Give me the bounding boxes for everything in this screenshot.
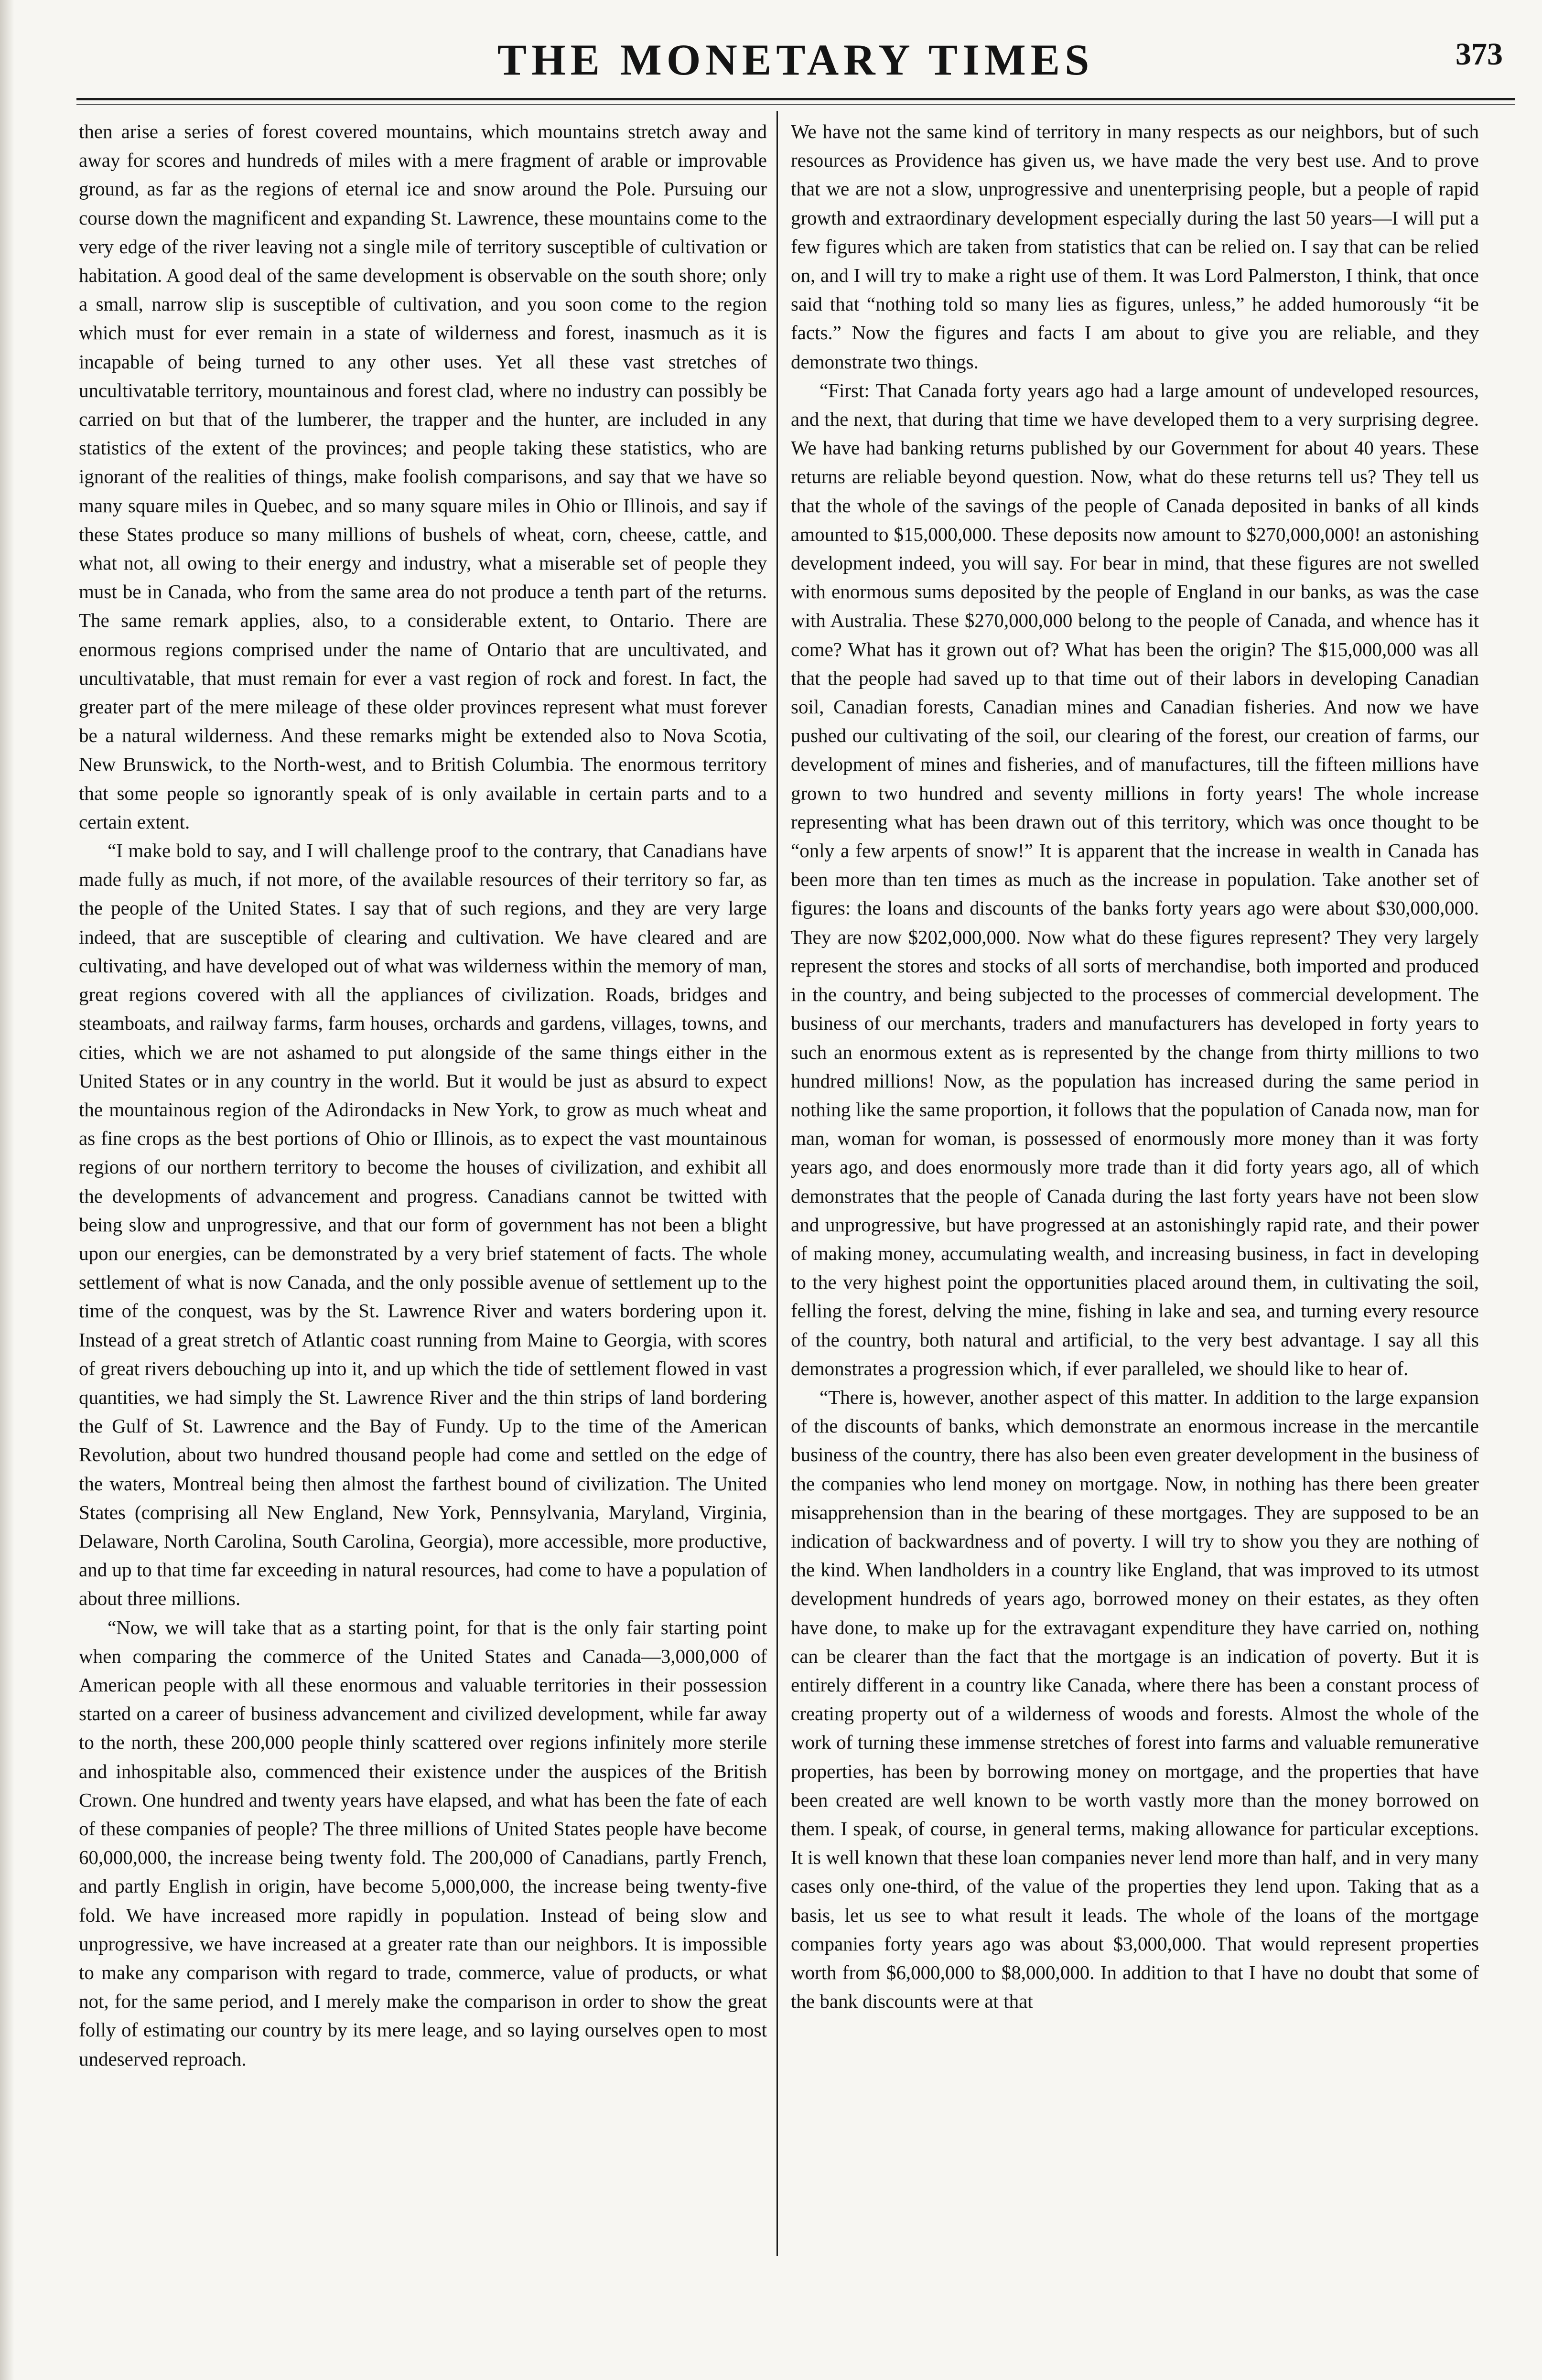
right-paragraph-2: “First: That Canada forty years ago had a large amount of undeveloped resources, and the next, that during that time we have developed them to a very surprising degree. We have had banking returns published by our Government for about 40 years. These returns are reliable beyond question. Now, what do these returns tell us? They tell us that the whole of the savings of the people of Canada deposited in banks of all kinds amounted to $15,000,000. These deposits now amount to $270,000,000! an astonishing development indeed, you will say. For bear in mind, that these figures are not swelled with enormous sums deposited by the people of England in our banks, as was the case with Australia. These $270,000,000 belong to the people of Canada, and whence has it come? What has it grown out of? What has been the origin? The $15,000,000 was all that the people had saved up to that time out of their labors in developing Canadian soil, Canadian forests, Canadian mines and Canadian fisheries. And now we have pushed our cultivating of the soil, our clearing of the forest, our creation of farms, our development of mines and fisheries, and of manufactures, till the fifteen millions have grown to two hundred and seventy millions in forty years! The whole increase representing what has been drawn out of this territory, which was once thought to be “only a few arpents of snow!” It is apparent that the increase in wealth in Canada has been more than ten times as much as the increase in population. Take another set of figures: the loans and discounts of the banks forty years ago were about $30,000,000. They are now $202,000,000. Now what do these figures represent? They very largely represent the stores and stocks of all sorts of merchandise, both imported and produced in the country, and being subjected to the processes of commercial development. The business of our merchants, traders and manufacturers has developed in forty years to such an enormous extent as is represented by the change from thirty millions to two hundred millions! Now, as the population has increased during the same period in nothing like the same proportion, it follows that the population of Canada now, man for man, woman for woman, is possessed of enormously more money than it was forty years ago, and does enormously more trade than it did forty years ago, all of which demonstrates that the people of Canada during the last forty years have not been slow and unprogressive, but have progressed at an astonishingly rapid rate, and their power of making money, accumulating wealth, and increasing business, in fact in developing to the very highest point the opportunities placed around them, in cultivating the soil, felling the forest, delving the mine, fishing in lake and sea, and turning every resource of the country, both natural and artificial, to the very best advantage. I say all this demonstrates a progression which, if ever paralleled, we should like to hear of. <box>791 379 1479 1379</box>
right-paragraph-1: We have not the same kind of territory in many respects as our neighbors, but of such resources as Providence has given us, we have made the very best use. And to prove that we are not a slow, unprogressive and unenterprising people, but a people of rapid growth and extraordinary development especially during the last 50 years—I will put a few figures which are taken from statistics that can be relied on. I say that can be relied on, and I will try to make a right use of them. It was Lord Palmerston, I think, that once said that “nothing told so many lies as figures, unless,” he added humorously “it be facts.” Now the figures and facts I am about to give you are reliable, and they demonstrate two things. <box>791 120 1479 373</box>
left-paragraph-1: then arise a series of forest covered mountains, which mountains stretch away and away for scores and hundreds of miles with a mere fragment of arable or improvable ground, as far as the regions of eternal ice and snow around the Pole. Pursuing our course down the magnificent and expanding St. Lawrence, these mountains come to the very edge of the river leaving not a single mile of territory susceptible of cultivation or habitation. A good deal of the same development is observable on the south shore; only a small, narrow slip is susceptible of cultivation, and you soon come to the region which must for ever remain in a state of wilderness and forest, inasmuch as it is incapable of being turned to any other uses. Yet all these vast stretches of uncultivatable territory, mountainous and forest clad, where no industry can possibly be carried on but that of the lumberer, the trapper and the hunter, are included in any statistics of the extent of the provinces; and people taking these statistics, who are ignorant of the realities of things, make foolish comparisons, and say that we have so many square miles in Quebec, and so many square miles in Ohio or Illinois, and say if these States produce so many millions of bushels of wheat, corn, cheese, cattle, and what not, all owing to their energy and industry, what a miserable set of people they must be in Canada, who from the same area do not produce a tenth part of the returns. The same remark applies, also, to a considerable extent, to Ontario. There are enormous regions comprised under the name of Ontario that are uncultivated, and uncultivatable, that must remain for ever a vast region of rock and forest. In fact, the greater part of the mere mileage of these older provinces represent what must forever be a natural wilderness. And these remarks might be extended also to Nova Scotia, New Brunswick, to the North-west, and to British Columbia. The enormous territory that some people so ignorantly speak of is only available in certain parts and to a certain extent. <box>79 120 767 833</box>
left-paragraph-2: “I make bold to say, and I will challenge proof to the contrary, that Canadians have made fully as much, if not more, of the available resources of their territory so far, as the people of the United States. I say that of such regions, and they are very large indeed, that are susceptible of clearing and cultivation. We have cleared and are cultivating, and have developed out of what was wilderness within the memory of man, great regions covered with all the appliances of civilization. Roads, bridges and steamboats, and railway farms, farm houses, orchards and gardens, villages, towns, and cities, which we are not ashamed to put alongside of the same things either in the United States or in any country in the world. But it would be just as absurd to expect the mountainous region of the Adirondacks in New York, to grow as much wheat and as fine crops as the best portions of Ohio or Illinois, as to expect the vast mountainous regions of our northern territory to become the houses of civilization, and exhibit all the developments of advancement and progress. Canadians cannot be twitted with being slow and unprogressive, and that our form of government has not been a blight upon our energies, can be demonstrated by a very brief statement of facts. The whole settlement of what is now Canada, and the only possible avenue of settlement up to the time of the conquest, was by the St. Lawrence River and waters bordering upon it. Instead of a great stretch of Atlantic coast running from Maine to Georgia, with scores of great rivers debouching up into it, and up which the tide of settlement flowed in vast quantities, we had simply the St. Lawrence River and the thin strips of land bordering the Gulf of St. Lawrence and the Bay of Fundy. Up to the time of the American Revolution, about two hundred thousand people had come and settled on the edge of the waters, Montreal being then almost the farthest bound of civilization. The United States (comprising all New England, New York, Pennsylvania, Maryland, Virginia, Delaware, North Carolina, South Carolina, Georgia), more accessible, more productive, and up to that time far exceeding in natural resources, had come to have a population of about three millions. <box>79 840 767 1610</box>
left-paragraph-3: “Now, we will take that as a starting point, for that is the only fair starting point when comparing the commerce of the United States and Canada—3,000,000 of American people with all these enormous and valuable territories in their possession started on a career of business advancement and civilized development, while far away to the north, these 200,000 people thinly scattered over regions infinitely more sterile and inhospitable also, commenced their existence under the auspices of the British Crown. One hundred and twenty years have elapsed, and what has been the fate of each of these companies of people? The three millions of United States people have become 60,000,000, the increase being twenty fold. The 200,000 of Canadians, partly French, and partly English in origin, have become 5,000,000, the increase being twenty-five fold. We have increased more rapidly in population. Instead of being slow and unprogressive, we have increased at a greater rate than our neighbors. It is impossible to make any comparison with regard to trade, commerce, value of products, or what not, for the same period, and I merely make the comparison in order to show the great folly of estimating our country by its mere leage, and so laying ourselves open to most undeserved reproach. <box>79 1616 767 2070</box>
left-column <box>79 117 767 2073</box>
page-number: 373 <box>1456 37 1503 72</box>
right-column <box>791 117 1479 2015</box>
masthead-title: THE MONETARY TIMES <box>497 35 1094 84</box>
column-divider <box>776 111 778 2256</box>
scan-edge-shadow <box>0 0 14 2380</box>
page-header <box>76 29 1515 91</box>
header-rule-thin <box>76 104 1515 105</box>
header-rule <box>76 98 1515 100</box>
right-paragraph-3: “There is, however, another aspect of this matter. In addition to the large expansion of the discounts of banks, which demonstrate an enormous increase in the mercantile business of the country, there has also been even greater development in the business of the companies who lend money on mortgage. Now, in nothing has there been greater misapprehension than in the bearing of these mortgages. They are supposed to be an indication of backwardness and of poverty. I will try to show you they are nothing of the kind. When landholders in a country like England, that was improved to its utmost development hundreds of years ago, borrowed money on their estates, as they often have done, to make up for the extravagant expenditure they have carried on, nothing can be clearer than the fact that the mortgage is an indication of poverty. But it is entirely different in a country like Canada, where there has been a constant process of creating property out of a wilderness of woods and forests. Almost the whole of the work of turning these immense stretches of forest into farms and valuable remunerative properties, has been by borrowing money on mortgage, and the properties that have been created are well known to be worth vastly more than the money borrowed on them. I speak, of course, in general terms, making allowance for particular exceptions. It is well known that these loan companies never lend more than half, and in very many cases only one-third, of the value of the properties they lend upon. Taking that as a basis, let us see to what result it leads. The whole of the loans of the mortgage companies forty years ago was about $3,000,000. That would represent properties worth from $6,000,000 to $8,000,000. In addition to that I have no doubt that some of the bank discounts were at that <box>791 1386 1479 2013</box>
